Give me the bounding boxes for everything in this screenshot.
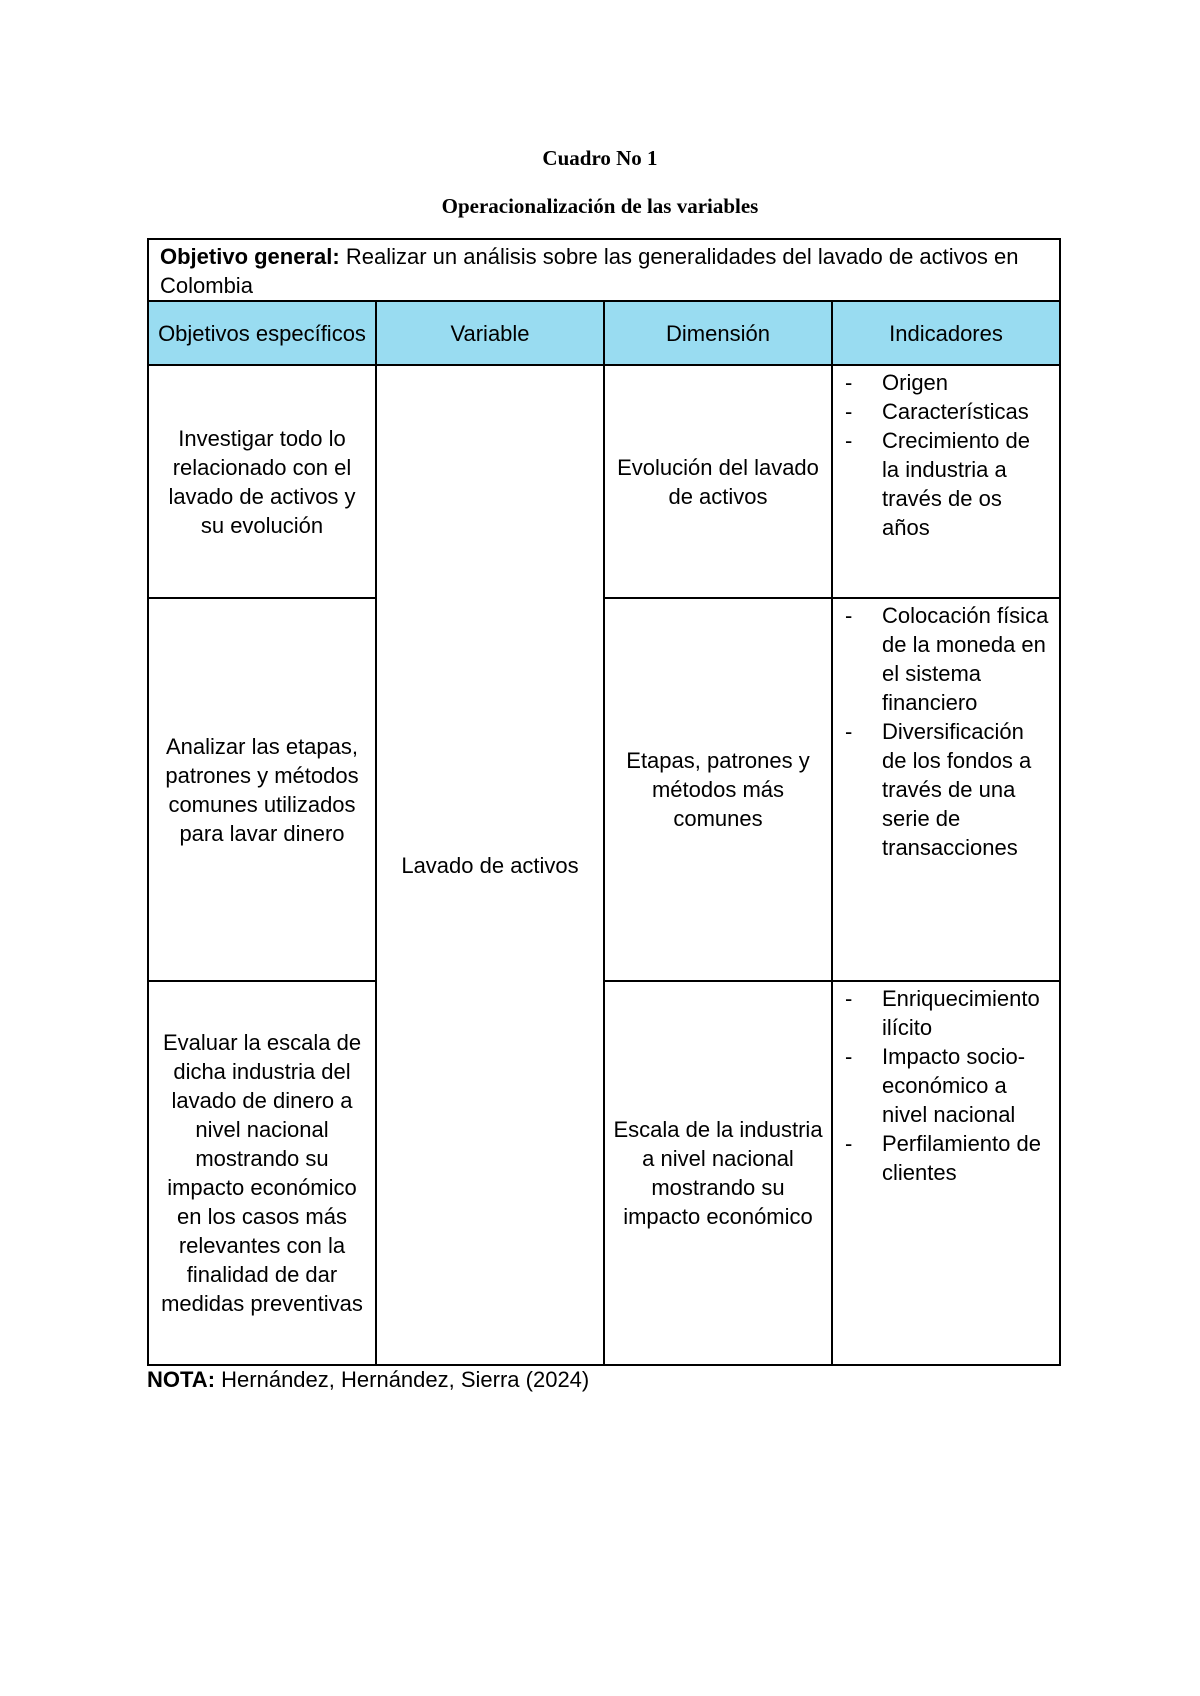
header-dimension: Dimensión [604, 301, 832, 365]
indicator-item: - Origen [845, 370, 949, 395]
indicator-item: - Características [845, 399, 1029, 424]
header-row [148, 301, 1060, 365]
general-objective-cell [148, 239, 1060, 301]
table-row [148, 598, 1060, 981]
table-subtitle: Operacionalización de las variables [441, 194, 759, 218]
general-objective-label: Objetivo general: [160, 244, 340, 269]
header-indicadores: Indicadores [832, 301, 1060, 365]
indicator-item: - Impacto socio-económico a nivel nacional [845, 1044, 1026, 1127]
objective-cell: Investigar todo lo relacionado con el lavado de activos y su evolución [148, 365, 376, 598]
general-objective-text: Realizar un análisis sobre las generalidades del lavado de activos en Colombia [160, 244, 1019, 298]
operationalization-table [147, 238, 1061, 1366]
note-text: Hernández, Hernández, Sierra (2024) [221, 1367, 590, 1392]
indicators-list [845, 601, 1053, 862]
indicators-cell [832, 981, 1060, 1365]
source-note [147, 1367, 589, 1393]
indicator-item: - Enriquecimiento ilícito [845, 986, 1040, 1040]
dimension-cell: Etapas, patrones y métodos más comunes [604, 598, 832, 981]
indicators-list [845, 984, 1053, 1187]
variable-cell: Lavado de activos [376, 365, 604, 1365]
objective-cell: Evaluar la escala de dicha industria del lavado de dinero a nivel nacional mostrando su impacto económico en los casos más relevantes con la finalidad de dar medidas preventivas [148, 981, 376, 1365]
table-row [148, 981, 1060, 1365]
indicator-item: - Crecimiento de la industria a través de os años [845, 428, 1030, 540]
note-label: NOTA: [147, 1367, 216, 1392]
indicator-item: - Colocación física de la moneda en el sistema financiero [845, 603, 1049, 715]
header-objetivos: Objetivos específicos [148, 301, 376, 365]
indicators-cell [832, 365, 1060, 598]
header-variable: Variable [376, 301, 604, 365]
table-number-title: Cuadro No 1 [542, 146, 658, 170]
table-row [148, 365, 1060, 598]
indicators-cell [832, 598, 1060, 981]
dimension-cell: Escala de la industria a nivel nacional mostrando su impacto económico [604, 981, 832, 1365]
indicator-item: - Diversificación de los fondos a través de una serie de transacciones [845, 719, 1032, 860]
dimension-cell: Evolución del lavado de activos [604, 365, 832, 598]
objective-cell: Analizar las etapas, patrones y métodos comunes utilizados para lavar dinero [148, 598, 376, 981]
indicator-item: - Perfilamiento de clientes [845, 1131, 1041, 1185]
indicators-list [845, 368, 1053, 542]
